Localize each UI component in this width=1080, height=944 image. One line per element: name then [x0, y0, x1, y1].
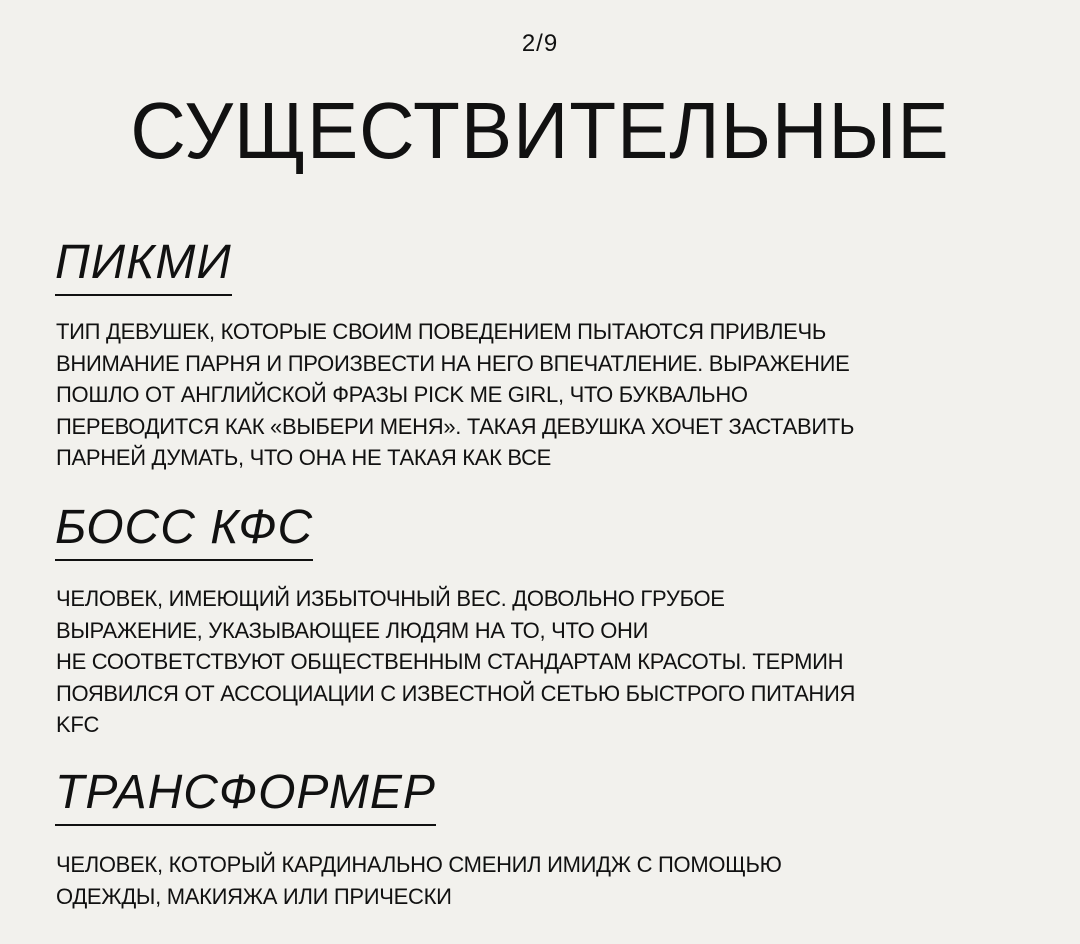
term-description-transformer: [56, 849, 1026, 912]
page-title: СУЩЕСТВИТЕЛЬНЫЕ: [130, 86, 950, 175]
description-line: ВЫРАЖЕНИЕ, УКАЗЫВАЮЩЕЕ ЛЮДЯМ НА ТО, ЧТО ОНИ: [56, 617, 649, 643]
term-description-boss-kfc: [56, 583, 1026, 741]
term-description-pickme: [56, 316, 1026, 474]
description-line: ВНИМАНИЕ ПАРНЯ И ПРОИЗВЕСТИ НА НЕГО ВПЕЧАТЛЕНИЕ. ВЫРАЖЕНИЕ: [56, 350, 850, 376]
description-line: ПОЯВИЛСЯ ОТ АССОЦИАЦИИ С ИЗВЕСТНОЙ СЕТЬЮ БЫСТРОГО ПИТАНИЯ: [56, 680, 856, 706]
description-line: ТИП ДЕВУШЕК, КОТОРЫЕ СВОИМ ПОВЕДЕНИЕМ ПЫТАЮТСЯ ПРИВЛЕЧЬ: [56, 319, 827, 344]
description-line: ЧЕЛОВЕК, КОТОРЫЙ КАРДИНАЛЬНО СМЕНИЛ ИМИДЖ С ПОМОЩЬЮ: [56, 852, 782, 877]
description-line: KFC: [56, 712, 100, 737]
term-heading-transformer: ТРАНСФОРМЕР: [55, 766, 436, 826]
description-line: ПОШЛО ОТ АНГЛИЙСКОЙ ФРАЗЫ PICK ME GIRL, ЧТО БУКВАЛЬНО: [56, 382, 748, 407]
term-heading-pickme: ПИКМИ: [55, 236, 232, 296]
page-counter: 2/9: [521, 30, 559, 57]
description-line: ОДЕЖДЫ, МАКИЯЖА ИЛИ ПРИЧЕСКИ: [56, 883, 452, 909]
description-line: ЧЕЛОВЕК, ИМЕЮЩИЙ ИЗБЫТОЧНЫЙ ВЕС. ДОВОЛЬНО ГРУБОЕ: [56, 586, 725, 611]
description-line: НЕ СООТВЕТСТВУЮТ ОБЩЕСТВЕННЫМ СТАНДАРТАМ КРАСОТЫ. ТЕРМИН: [56, 649, 844, 674]
term-heading-boss-kfc: БОСС КФС: [55, 501, 313, 561]
description-line: ПЕРЕВОДИТСЯ КАК «ВЫБЕРИ МЕНЯ». ТАКАЯ ДЕВУШКА ХОЧЕТ ЗАСТАВИТЬ: [56, 413, 855, 439]
description-line: ПАРНЕЙ ДУМАТЬ, ЧТО ОНА НЕ ТАКАЯ КАК ВСЕ: [56, 445, 552, 470]
